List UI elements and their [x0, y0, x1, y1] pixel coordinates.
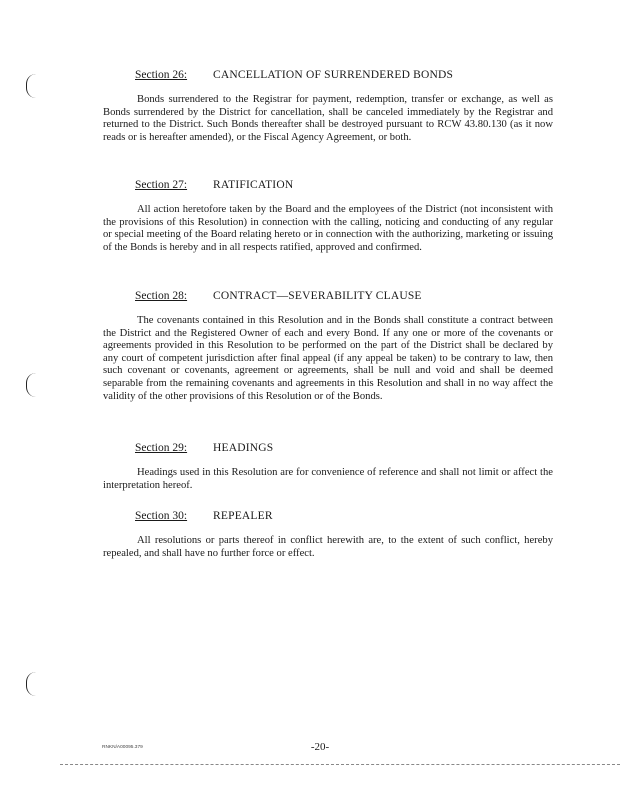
section-heading — [103, 178, 553, 192]
section-heading — [103, 509, 553, 523]
hole-punch-mark-middle — [26, 373, 36, 397]
hole-punch-mark-bottom — [26, 672, 36, 696]
section-body: All resolutions or parts thereof in conflict herewith are, to the extent of such conflict, hereby repealed, and shall have no further force or effect. — [103, 535, 553, 559]
section-29 — [103, 441, 553, 492]
section-body: Headings used in this Resolution are for convenience of reference and shall not limit or affect the interpretation hereof. — [103, 467, 553, 491]
section-body: The covenants contained in this Resolution and in the Bonds shall constitute a contract between the District and the Registered Owner of each and every Bond. If any one or more of the covenants or agreements provided in this Resolution to be performed on the part of the District shall be declared by any court of competent jurisdiction after final appeal (if any appeal be taken) to be contrary to law, then such covenant or covenants, agreement or agreements, shall be null and void and shall be deemed separable from the remaining covenants and agreements in this Resolution and shall in no way affect the validity of the other provisions of this Resolution or of the Bonds. — [103, 315, 553, 402]
section-heading — [103, 441, 553, 455]
section-heading — [103, 68, 553, 82]
section-title: RATIFICATION — [213, 179, 294, 191]
footer-document-id: RNKN/A00095.379 — [102, 745, 143, 750]
section-title: REPEALER — [213, 510, 273, 522]
section-body: All action heretofore taken by the Board and the employees of the District (not inconsistent with the provisions of this Resolution) in connection with the calling, noticing and conducting of any regular or special meeting of the Board relating hereto or in connection with the authorizing, marketing or issuing of the Bonds is hereby and in all respects ratified, approved and confirmed. — [103, 204, 553, 253]
page-number: -20- — [310, 741, 330, 753]
section-label: Section 26: — [135, 69, 188, 81]
section-title: CONTRACT—SEVERABILITY CLAUSE — [213, 290, 422, 302]
section-title: CANCELLATION OF SURRENDERED BONDS — [213, 69, 454, 81]
section-26 — [103, 68, 553, 144]
section-30 — [103, 509, 553, 560]
section-label: Section 29: — [135, 442, 188, 454]
section-27 — [103, 178, 553, 254]
scan-artifact-line — [60, 764, 620, 765]
section-body: Bonds surrendered to the Registrar for payment, redemption, transfer or exchange, as well as Bonds surrendered by the District for cancellation, shall be canceled immediately by the Registrar and returned to the District. Such Bonds thereafter shall be destroyed pursuant to RCW 43.80.130 (as it now reads or is hereafter amended), or the Fiscal Agency Agreement, or both. — [103, 94, 553, 143]
section-28 — [103, 289, 553, 403]
hole-punch-mark-top — [26, 74, 36, 98]
section-title: HEADINGS — [213, 442, 274, 454]
section-label: Section 30: — [135, 510, 188, 522]
section-label: Section 27: — [135, 179, 188, 191]
section-heading — [103, 289, 553, 303]
section-label: Section 28: — [135, 290, 188, 302]
